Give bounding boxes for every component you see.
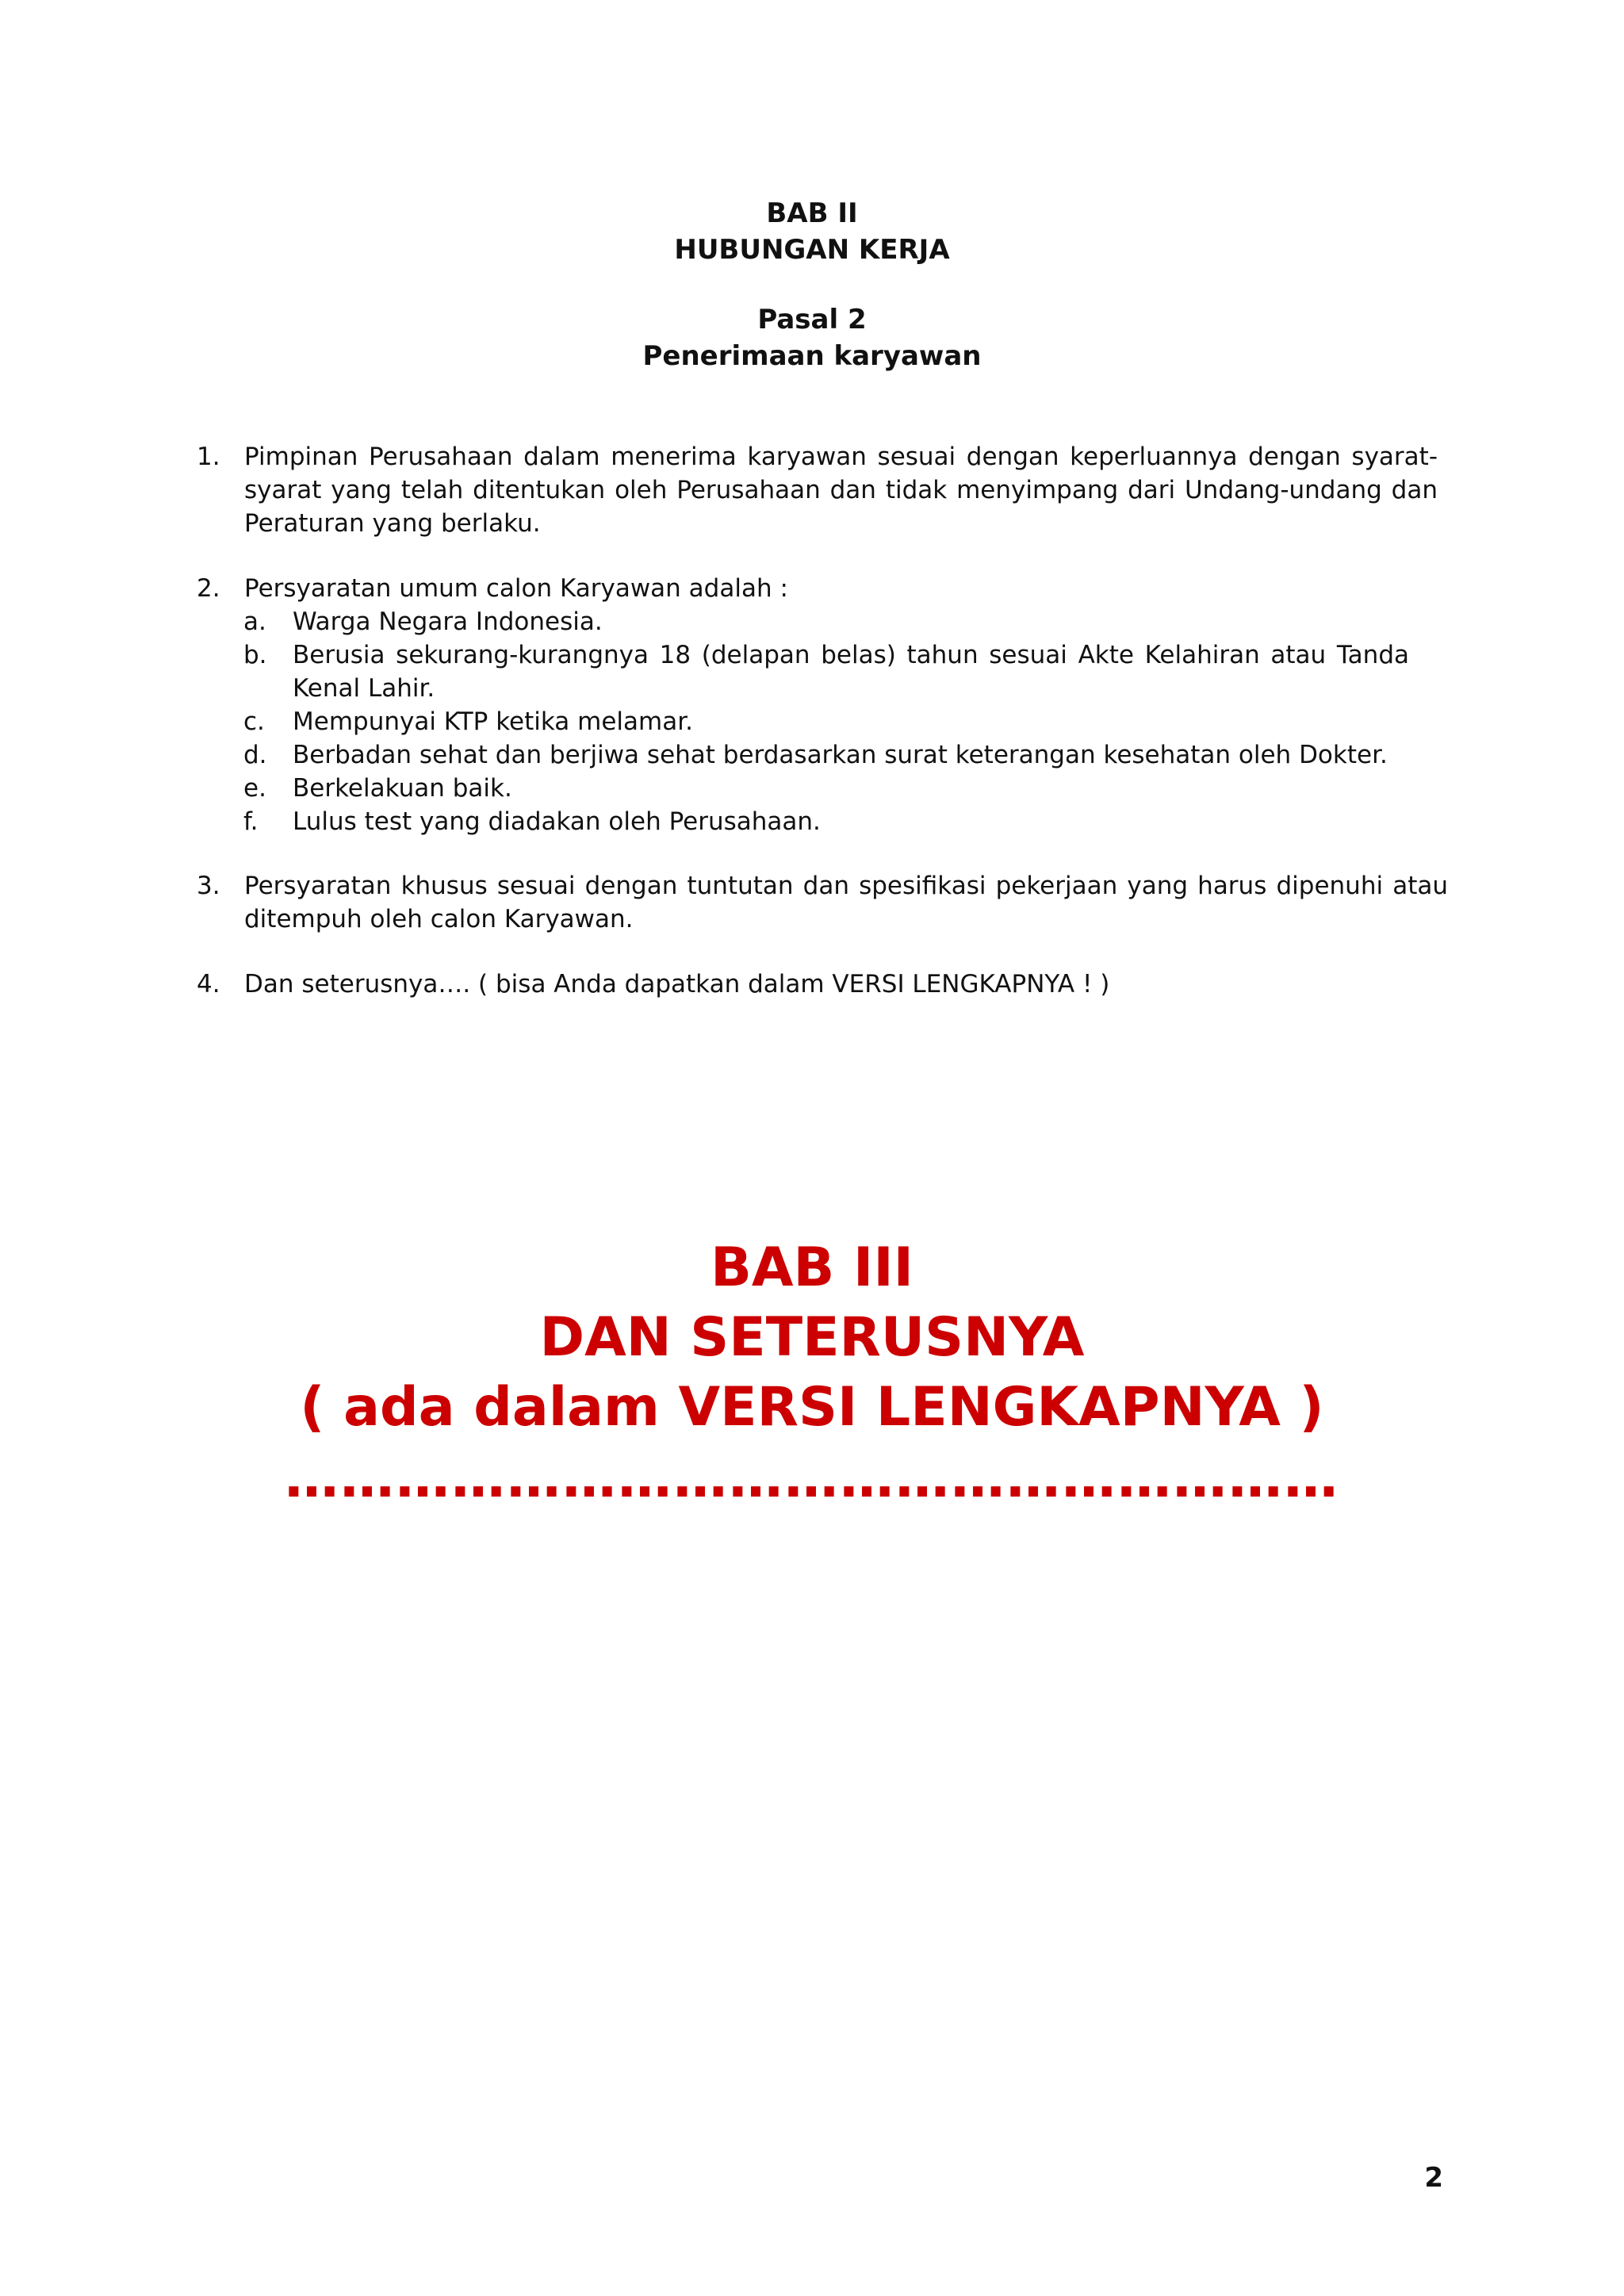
chapter-number: BAB II <box>766 197 858 229</box>
article-heading <box>0 301 1624 374</box>
list-item <box>197 968 1443 1001</box>
article-title: Penerimaan karyawan <box>642 340 982 372</box>
item-number: 1. <box>197 443 220 471</box>
item-number: 3. <box>197 872 220 900</box>
item-text: Dan seterusnya…. ( bisa Anda dapatkan dalam VERSI LENGKAPNYA ! ) <box>244 970 1110 999</box>
item-number: 2. <box>197 574 220 603</box>
sub-item <box>243 772 1409 805</box>
list-item <box>197 440 1438 540</box>
article-number: Pasal 2 <box>757 304 867 335</box>
sub-item-text: Berbadan sehat dan berjiwa sehat berdasarkan surat keterangan kesehatan oleh Dokter. <box>293 741 1388 769</box>
promo-block <box>0 1233 1624 1516</box>
sub-item-letter: f. <box>243 807 259 836</box>
sub-item <box>243 738 1409 772</box>
sub-item-text: Warga Negara Indonesia. <box>293 608 603 636</box>
chapter-title: HUBUNGAN KERJA <box>674 234 950 266</box>
item-text: Pimpinan Perusahaan dalam menerima karyawan sesuai dengan keperluannya dengan syarat-syarat yang telah ditentukan oleh Perusahaan dan tidak menyimpang dari Undang-undang dan Peraturan yang berlaku. <box>244 443 1438 538</box>
sub-item-text: Lulus test yang diadakan oleh Perusahaan. <box>293 807 821 836</box>
sub-item-text: Mempunyai KTP ketika melamar. <box>293 707 693 736</box>
sub-item-letter: b. <box>243 641 267 669</box>
requirements-sublist <box>243 605 1409 838</box>
item-text: Persyaratan khusus sesuai dengan tuntutan dan spesifikasi pekerjaan yang harus dipenuhi atau ditempuh oleh calon Karyawan. <box>244 872 1448 933</box>
sub-item-text: Berkelakuan baik. <box>293 774 512 803</box>
sub-item-text: Berusia sekurang-kurangnya 18 (delapan belas) tahun sesuai Akte Kelahiran atau Tanda Kenal Lahir. <box>293 641 1409 703</box>
item-text: Persyaratan umum calon Karyawan adalah : <box>244 574 788 603</box>
promo-continuation: DAN SETERUSNYA <box>539 1306 1085 1369</box>
sub-item-letter: c. <box>243 707 265 736</box>
promo-full-version-note: ( ada dalam VERSI LENGKAPNYA ) <box>300 1376 1324 1439</box>
list-item <box>197 869 1448 936</box>
sub-item <box>243 605 1409 638</box>
sub-item <box>243 705 1409 738</box>
promo-chapter: BAB III <box>710 1236 914 1299</box>
sub-item <box>243 805 1409 838</box>
promo-dots: ………………………………………………… <box>285 1447 1339 1510</box>
page-number: 2 <box>1424 2162 1443 2194</box>
sub-item-letter: a. <box>243 608 266 636</box>
sub-item-letter: d. <box>243 741 267 769</box>
sub-item-letter: e. <box>243 774 266 803</box>
list-item <box>197 572 1443 605</box>
item-number: 4. <box>197 970 220 999</box>
chapter-heading <box>0 195 1624 268</box>
sub-item <box>243 638 1409 705</box>
